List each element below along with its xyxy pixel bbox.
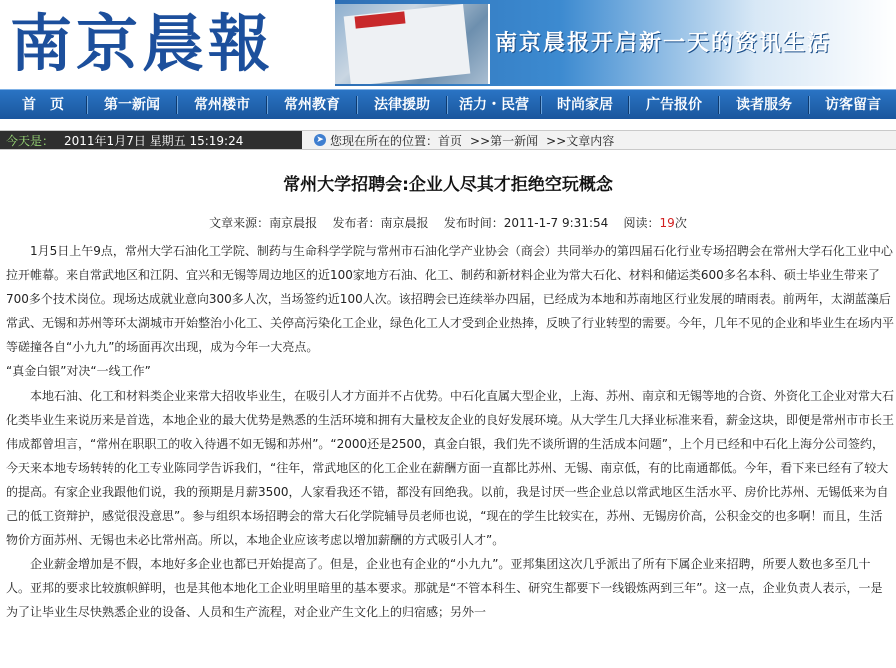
- article-title: 常州大学招聘会:企业人尽其才拒绝空玩概念: [283, 175, 613, 195]
- article-meta: [0, 214, 896, 231]
- header-banner[interactable]: [335, 0, 896, 86]
- masthead: [0, 0, 896, 86]
- article-read-count: 19: [659, 216, 675, 230]
- article-publisher: 发布者：南京晨报: [332, 216, 429, 230]
- position-label: 您现在所在的位置：: [330, 133, 439, 148]
- article-subheading: “真金白银”对决“一线工作”: [6, 364, 151, 379]
- current-datetime: 2011年1月7日 星期五 15:19:24: [64, 133, 244, 148]
- article-body: [6, 239, 894, 625]
- nav-item-private-business[interactable]: 活力・民营: [459, 96, 529, 113]
- nav-item-reader-service[interactable]: 读者服务: [736, 96, 792, 113]
- article-paragraph: 企业薪金增加是不假，本地好多企业也都已开始提高了。但是，企业也有企业的“小九九”。亚邦集团这次几乎派出了所有下属企业来招聘，所要人数也多至几十人。亚邦的要求比较旗帜鲜明，也是其他本地化工企业明里暗里的基本要求。那就是“不管本科生、研究生都要下一线锻炼两到三年”。这一点，企业负责人表示，一是为了让毕业生尽快熟悉企业的设备、人员和生产流程，对企业产生文化上的归宿感；另外一: [6, 557, 883, 620]
- banner-slogan: 南京晨报开启新一天的资讯生活: [495, 31, 832, 56]
- article-paragraph: 本地石油、化工和材料类企业来常大招收毕业生，在吸引人才方面并不占优势。中石化直属大型企业，上海、苏州、南京和无锡等地的合资、外资化工企业对常大石化类毕业生来说历来是首选，本地企业的最大优势是熟悉的生活环境和拥有大量校友企业的良好发展环境。从大学生几大择业标准来看，薪金这块，即便是常州市市长王伟成都曾坦言，“常州在职职工的收入待遇不如无锡和苏州”。“2000还是2500，真金白银，我们先不谈所谓的生活成本问题”，上个月已经和中石化上海分公司签约，今天来本地专场转转的化工专业陈同学告诉我们，“往年，常武地区的化工企业在薪酬方面一直都比苏州、无锡、南京低，有的比南通都低。今年，看下来已经有了较大的提高。有家企业我跟他们说，我的预期是月薪3500，人家看我还不错，都没有回绝我。以前，我是讨厌一些企业总以常武地区生活水平、房价比苏州、无锡低来为自己的低工资辩护，感觉很没意思”。参与组织本场招聘会的常大石化学院辅导员老师也说，“现在的学生比较实在，苏州、无锡房价高，公积金交的也多啊！而且，生活物价方面苏州、无锡也未必比常州高。所以，本地企业应该考虑以增加薪酬的方式吸引人才”。: [6, 388, 895, 548]
- info-bar: [0, 130, 896, 150]
- nav-item-home[interactable]: 首 页: [22, 96, 64, 113]
- nav-item-education[interactable]: 常州教育: [284, 96, 340, 113]
- nav-item-top-news[interactable]: 第一新闻: [104, 96, 160, 113]
- article-publish-time: 发布时间：2011-1-7 9:31:54: [443, 216, 609, 230]
- main-nav: [0, 89, 896, 119]
- article-reads-unit: 次: [674, 216, 687, 230]
- nav-item-home-living[interactable]: 时尚家居: [557, 96, 613, 113]
- location-arrow-icon: ➤: [314, 134, 326, 146]
- article-source: 文章来源：南京晨报: [209, 216, 318, 230]
- nav-item-legal-aid[interactable]: 法律援助: [374, 96, 430, 113]
- article-paragraph: 1月5日上午9点，常州大学石油化工学院、制药与生命科学学院与常州市石油化学产业协会（商会）共同举办的第四届石化行业专场招聘会在常州大学石化工业中心拉开帷幕。来自常武地区和江阴、宜兴和无锡等周边地区的近100家地方石油、化工、制药和新材料企业为常大石化、材料和储运类600多名本科、硕士毕业生带来了700多个技术岗位。现场达成就业意向300多人次，当场签约近100人次。该招聘会已连续举办四届，已经成为本地和苏南地区行业发展的晴雨表。前两年，太湖蓝藻后常武、无锡和苏州等环太湖城市开始整治小化工、关停高污染化工企业，绿色化工人才受到企业热捧，反映了行业转型的需要。今年，几年不见的企业和毕业生在场内平等磋撞各自“小九九”的场面再次出现，成为今年一大亮点。: [6, 244, 895, 355]
- breadcrumb-top-news[interactable]: >>第一新闻: [470, 133, 539, 148]
- nav-item-ad-rates[interactable]: 广告报价: [646, 96, 702, 113]
- nav-item-guestbook[interactable]: 访客留言: [825, 96, 881, 113]
- breadcrumb-article: >>文章内容: [546, 133, 615, 148]
- breadcrumb: [330, 132, 614, 149]
- date-display: [0, 131, 302, 149]
- newspaper-photo: [335, 4, 490, 84]
- article-reads-label: 阅读：: [623, 216, 660, 230]
- newspaper-logo[interactable]: [0, 0, 335, 86]
- today-label: 今天是：: [6, 133, 55, 148]
- logo-text: 南京晨報: [10, 7, 275, 80]
- nav-item-real-estate[interactable]: 常州楼市: [194, 96, 250, 113]
- breadcrumb-home[interactable]: 首页: [438, 133, 463, 148]
